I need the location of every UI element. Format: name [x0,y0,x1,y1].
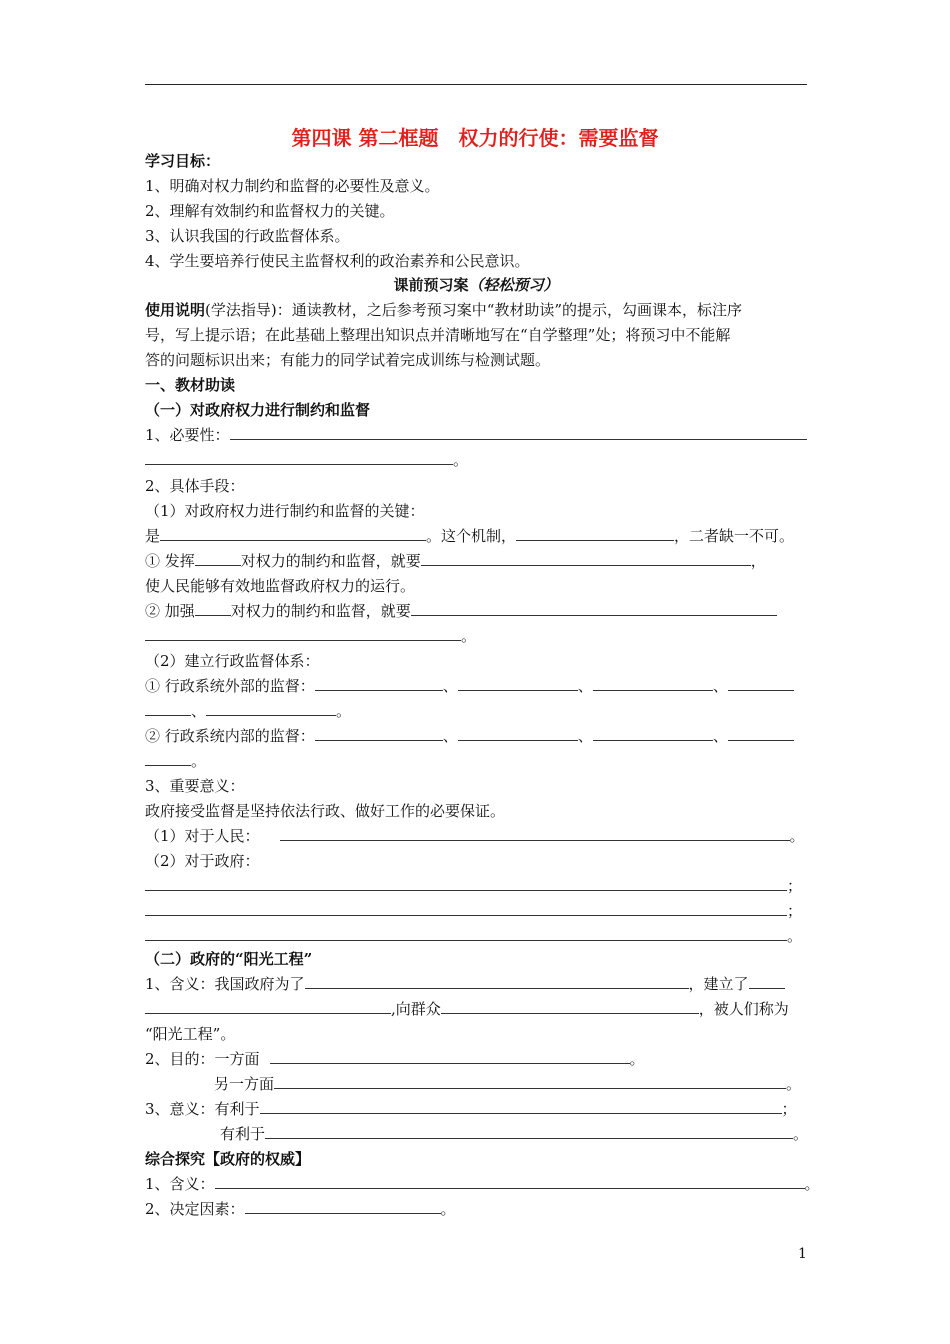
section1-heading: 一、教材助读 [145,376,236,394]
subsection-heading: （一）对政府权力进行制约和监督 [145,401,371,419]
answer-blank[interactable] [145,751,191,766]
fill-line [145,600,807,622]
fill-line: 使人民能够有效地监督政府权力的运行。 [145,577,416,595]
fill-line [145,725,807,747]
answer-blank[interactable] [728,676,794,691]
header-rule [145,84,807,85]
objective-item: 3、认识我国的行政监督体系。 [145,227,350,245]
preview-heading-note: （轻松预习） [468,276,559,294]
text: ② 行政系统内部的监督： [145,727,315,745]
fill-line [145,1098,807,1120]
usage-text: (学法指导)：通读教材，之后参考预习案中“教材助读”的提示，勾画课本，标注序 [205,301,743,319]
punctuation: 、 [712,727,728,745]
text: 对权力的制约和监督，就要 [230,602,411,620]
usage-line: 答的问题标识出来；有能力的同学试着完成训练与检测试题。 [145,351,551,369]
answer-blank[interactable] [206,701,336,716]
fill-line [145,1198,807,1220]
text: 3、意义：有利于 [145,1100,260,1118]
fill-line [145,675,807,697]
subsection-heading: （二）政府的“阳光工程” [145,950,313,968]
text: ，二者缺一不可。 [674,527,795,545]
text: 2、目的：一方面 [145,1050,260,1068]
fill-line [145,998,807,1020]
punctuation: ， [750,552,766,570]
punctuation: 。 [786,1075,802,1093]
text: ,向群众 [391,1000,441,1018]
punctuation: 、 [712,677,728,695]
punctuation: 。 [629,1050,645,1068]
answer-blank[interactable] [145,450,453,465]
answer-blank[interactable] [315,726,443,741]
punctuation: 。 [336,702,352,720]
answer-blank[interactable] [593,726,713,741]
answer-blank[interactable] [265,1124,793,1139]
text: ，建立了 [688,975,749,993]
answer-blank[interactable] [593,676,713,691]
answer-blank[interactable] [195,601,231,616]
fill-line [145,525,807,547]
page-title: 第四课 第二框题 权力的行使：需要监督 [291,126,659,150]
punctuation: 、 [442,677,458,695]
fill-line [145,925,807,947]
fill-line [145,1173,820,1195]
text: 有利于 [220,1125,266,1143]
punctuation: 、 [191,702,207,720]
punctuation: 。 [440,1200,456,1218]
preview-heading [145,274,807,296]
punctuation: 、 [442,727,458,745]
fill-line [145,1123,807,1145]
text: ② 加强 [145,602,195,620]
text: （1）对于人民： [145,827,260,845]
punctuation: 。 [453,451,469,469]
meaning-text: 政府接受监督是坚持依法行政、做好工作的必要保证。 [145,802,506,820]
punctuation: 、 [577,727,593,745]
key-question: （1）对政府权力进行制约和监督的关键： [145,502,425,520]
answer-blank[interactable] [516,526,674,541]
punctuation: ； [781,1100,797,1118]
objective-item: 2、理解有效制约和监督权力的关键。 [145,202,395,220]
text: 1、含义：我国政府为了 [145,975,305,993]
answer-blank[interactable] [458,676,578,691]
fill-line [145,625,807,647]
punctuation: 。 [793,1125,809,1143]
answer-blank[interactable] [441,999,699,1014]
answer-blank[interactable] [280,826,790,841]
punctuation: 。 [787,927,803,945]
usage-line: 号，写上提示语；在此基础上整理出知识点并清晰地写在“自学整理”处；将预习中不能解 [145,326,731,344]
text: 另一方面 [214,1075,275,1093]
text: ① 发挥 [145,552,195,570]
answer-blank[interactable] [749,974,785,989]
text: ，被人们称为 [698,1000,789,1018]
answer-blank[interactable] [215,1174,805,1189]
text: 对权力的制约和监督，就要 [240,552,421,570]
punctuation: ； [787,877,803,895]
answer-blank[interactable] [245,1199,441,1214]
usage-line [145,299,807,321]
fill-line [145,875,807,897]
answer-blank[interactable] [195,551,241,566]
answer-blank[interactable] [145,901,787,916]
answer-blank[interactable] [145,999,391,1014]
answer-blank[interactable] [145,626,461,641]
punctuation: 。 [789,827,805,845]
objective-item: 4、学生要培养行使民主监督权利的政治素养和公民意识。 [145,252,530,270]
meaning-label: 3、重要意义： [145,777,245,795]
punctuation: 。 [461,627,477,645]
punctuation: 。 [804,1175,820,1193]
answer-blank[interactable] [145,701,191,716]
fill-line [145,700,807,722]
answer-blank[interactable] [458,726,578,741]
text: ① 行政系统外部的监督： [145,677,315,695]
answer-blank[interactable] [270,1049,630,1064]
objective-item: 1、明确对权力制约和监督的必要性及意义。 [145,177,440,195]
answer-blank[interactable] [411,601,777,616]
fill-line [145,973,807,995]
text: 。这个机制， [426,527,517,545]
fill-line [145,1073,807,1095]
fill-line [145,750,807,772]
fill-line [145,449,807,471]
text: 是 [145,527,161,545]
means-label: 2、具体手段： [145,477,245,495]
answer-blank[interactable] [160,526,426,541]
text: 1、含义： [145,1175,215,1193]
answer-blank[interactable] [230,425,807,440]
answer-blank[interactable] [145,876,787,891]
explore-heading: 综合探究【政府的权威】 [145,1150,311,1168]
answer-blank[interactable] [728,726,794,741]
punctuation: ； [787,902,803,920]
punctuation: 、 [577,677,593,695]
fill-line: “阳光工程”。 [145,1025,236,1043]
gov-label: （2）对于政府： [145,852,260,870]
objectives-heading: 学习目标： [145,152,221,170]
usage-label: 使用说明 [145,301,206,319]
punctuation: 。 [191,752,207,770]
text: 2、决定因素： [145,1200,245,1218]
answer-blank[interactable] [274,1074,786,1089]
necessity-label: 1、必要性： [145,426,230,444]
preview-heading-text: 课前预习案 [393,276,469,294]
answer-blank[interactable] [305,974,689,989]
answer-blank[interactable] [421,551,751,566]
fill-line [145,550,807,572]
fill-line [145,424,807,446]
page-number: 1 [798,1246,807,1262]
fill-line [145,1048,807,1070]
answer-blank[interactable] [145,926,787,941]
answer-blank[interactable] [260,1099,782,1114]
fill-line [145,900,807,922]
system-label: （2）建立行政监督体系： [145,652,320,670]
answer-blank[interactable] [315,676,443,691]
fill-line [145,825,807,847]
